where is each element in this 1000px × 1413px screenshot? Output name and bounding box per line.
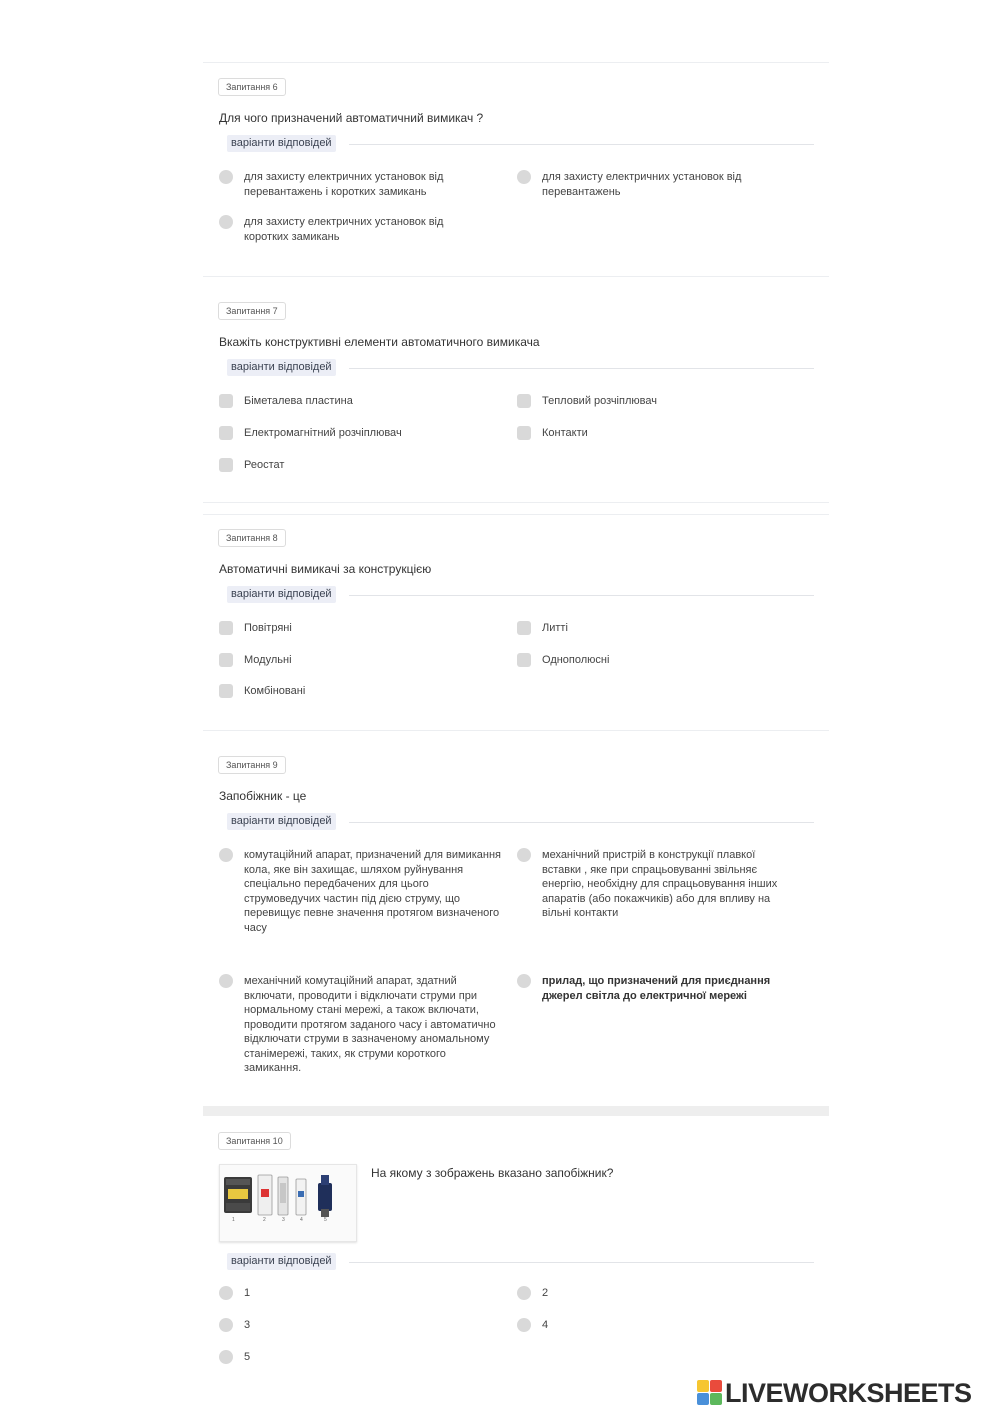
answers-label: варіанти відповідей <box>227 1253 336 1270</box>
picture-item-number: 5 <box>324 1217 327 1223</box>
radio-button[interactable] <box>517 170 531 184</box>
answers-header <box>219 135 814 153</box>
picture-item-number: 4 <box>300 1217 303 1223</box>
answer-option[interactable] <box>219 1286 479 1301</box>
option-label: 4 <box>542 1319 549 1331</box>
option-label: 3 <box>244 1319 251 1331</box>
radio-button[interactable] <box>219 1350 233 1364</box>
answer-option[interactable] <box>517 1286 777 1301</box>
option-label: механічний комутаційний апарат, здатний включати, проводити і відключати струми при нормальному стані мережі, а також включати, проводити протягом заданого часу і автоматично відключати струми в зазначеному аномальному станімережі, таких, як струми короткого замикання. <box>244 975 496 1074</box>
answer-option[interactable] <box>517 394 777 409</box>
answers-label: варіанти відповідей <box>227 813 336 830</box>
question-text: Запобіжник - це <box>219 789 307 803</box>
answer-option[interactable] <box>219 653 479 668</box>
answer-option[interactable] <box>219 394 479 409</box>
answers-header-line <box>349 144 814 145</box>
question-tag: Запитання 6 <box>218 78 286 96</box>
liveworksheets-logo <box>697 1378 993 1408</box>
answer-option[interactable] <box>219 458 479 473</box>
answers-label: варіанти відповідей <box>227 135 336 152</box>
answer-option[interactable] <box>517 653 777 668</box>
option-label: Модульні <box>244 654 292 666</box>
answers-header-line <box>349 368 814 369</box>
option-label: Тепловий розчіплювач <box>542 395 657 407</box>
checkbox[interactable] <box>517 394 531 408</box>
option-label: Контакти <box>542 427 588 439</box>
checkbox[interactable] <box>219 684 233 698</box>
option-label: для захисту електричних установок від коротких замикань <box>244 216 444 243</box>
option-label: механічний пристрій в конструкції плавкої вставки , яке при спрацьовуванні звільняє енергію, необхідну для спрацьовування інших апаратів (або покажчиків) або для впливу на вільні контакти <box>542 849 778 919</box>
logo-blocks-icon <box>697 1378 723 1408</box>
question-tag: Запитання 7 <box>218 302 286 320</box>
checkbox[interactable] <box>517 621 531 635</box>
option-label: 2 <box>542 1287 549 1299</box>
radio-button[interactable] <box>219 1318 233 1332</box>
option-label: комутаційний апарат, призначений для вимикання кола, яке він захищає, шляхом руйнування спеціально передбачених для цього струмоведучих частин під дією струму, що перевищує певне значення протягом визначеного часу <box>244 849 502 934</box>
answers-header-line <box>349 595 814 596</box>
answers-label: варіанти відповідей <box>227 586 336 603</box>
answer-option[interactable] <box>517 621 777 636</box>
breakers-picture <box>219 1164 357 1242</box>
option-label: Реостат <box>244 459 285 471</box>
question-tag: Запитання 10 <box>218 1132 291 1150</box>
radio-button[interactable] <box>219 974 233 988</box>
option-label: для захисту електричних установок від перевантажень і коротких замикань <box>244 171 444 198</box>
radio-button[interactable] <box>219 848 233 862</box>
answers-header-line <box>349 822 814 823</box>
answer-option[interactable] <box>219 426 479 441</box>
checkbox[interactable] <box>219 394 233 408</box>
option-label: Однополюсні <box>542 654 610 666</box>
answers-label: варіанти відповідей <box>227 359 336 376</box>
divider <box>203 730 829 731</box>
question-text: Для чого призначений автоматичний вимикач ? <box>219 111 484 125</box>
answers-header <box>219 586 814 604</box>
option-label: 1 <box>244 1287 251 1299</box>
answers-header <box>219 359 814 377</box>
option-label: Комбіновані <box>244 685 306 697</box>
checkbox[interactable] <box>517 426 531 440</box>
option-label: Електромагнітний розчіплювач <box>244 427 402 439</box>
picture-item-number: 2 <box>263 1217 266 1223</box>
answer-option[interactable] <box>219 1318 479 1333</box>
answers-header <box>219 813 814 831</box>
question-text: На якому з зображень вказано запобіжник? <box>371 1166 614 1180</box>
logo-text: LIVEWORKSHEETS <box>725 1378 972 1408</box>
option-label: Литті <box>542 622 568 634</box>
radio-button[interactable] <box>517 1318 531 1332</box>
question-tag: Запитання 9 <box>218 756 286 774</box>
question-text: Вкажіть конструктивні елементи автоматичного вимикача <box>219 335 540 349</box>
picture-item-number: 3 <box>282 1217 285 1223</box>
option-label: Біметалева пластина <box>244 395 353 407</box>
option-label: 5 <box>244 1351 251 1363</box>
option-label: Повітряні <box>244 622 292 634</box>
question-tag: Запитання 8 <box>218 529 286 547</box>
answer-option[interactable] <box>219 684 479 699</box>
answer-option[interactable] <box>219 1350 479 1365</box>
radio-button[interactable] <box>219 1286 233 1300</box>
checkbox[interactable] <box>219 426 233 440</box>
checkbox[interactable] <box>219 458 233 472</box>
checkbox[interactable] <box>517 653 531 667</box>
answers-header-line <box>349 1262 814 1263</box>
section-separator <box>203 1106 829 1116</box>
checkbox[interactable] <box>219 621 233 635</box>
checkbox[interactable] <box>219 653 233 667</box>
radio-button[interactable] <box>517 848 531 862</box>
divider <box>203 62 829 63</box>
radio-button[interactable] <box>517 1286 531 1300</box>
radio-button[interactable] <box>219 215 233 229</box>
answer-option[interactable] <box>517 426 777 441</box>
divider <box>203 502 829 503</box>
answer-option[interactable] <box>219 621 479 636</box>
radio-button[interactable] <box>219 170 233 184</box>
option-label: для захисту електричних установок від перевантажень <box>542 171 742 198</box>
divider <box>203 276 829 277</box>
devices-illustration <box>220 1165 356 1241</box>
question-text: Автоматичні вимикачі за конструкцією <box>219 562 432 576</box>
picture-item-number: 1 <box>232 1217 235 1223</box>
divider <box>203 514 829 515</box>
answers-header <box>219 1253 814 1271</box>
option-label: прилад, що призначений для приєднання джерел світла до електричної мережі <box>542 975 771 1002</box>
radio-button[interactable] <box>517 974 531 988</box>
answer-option[interactable] <box>517 1318 777 1333</box>
